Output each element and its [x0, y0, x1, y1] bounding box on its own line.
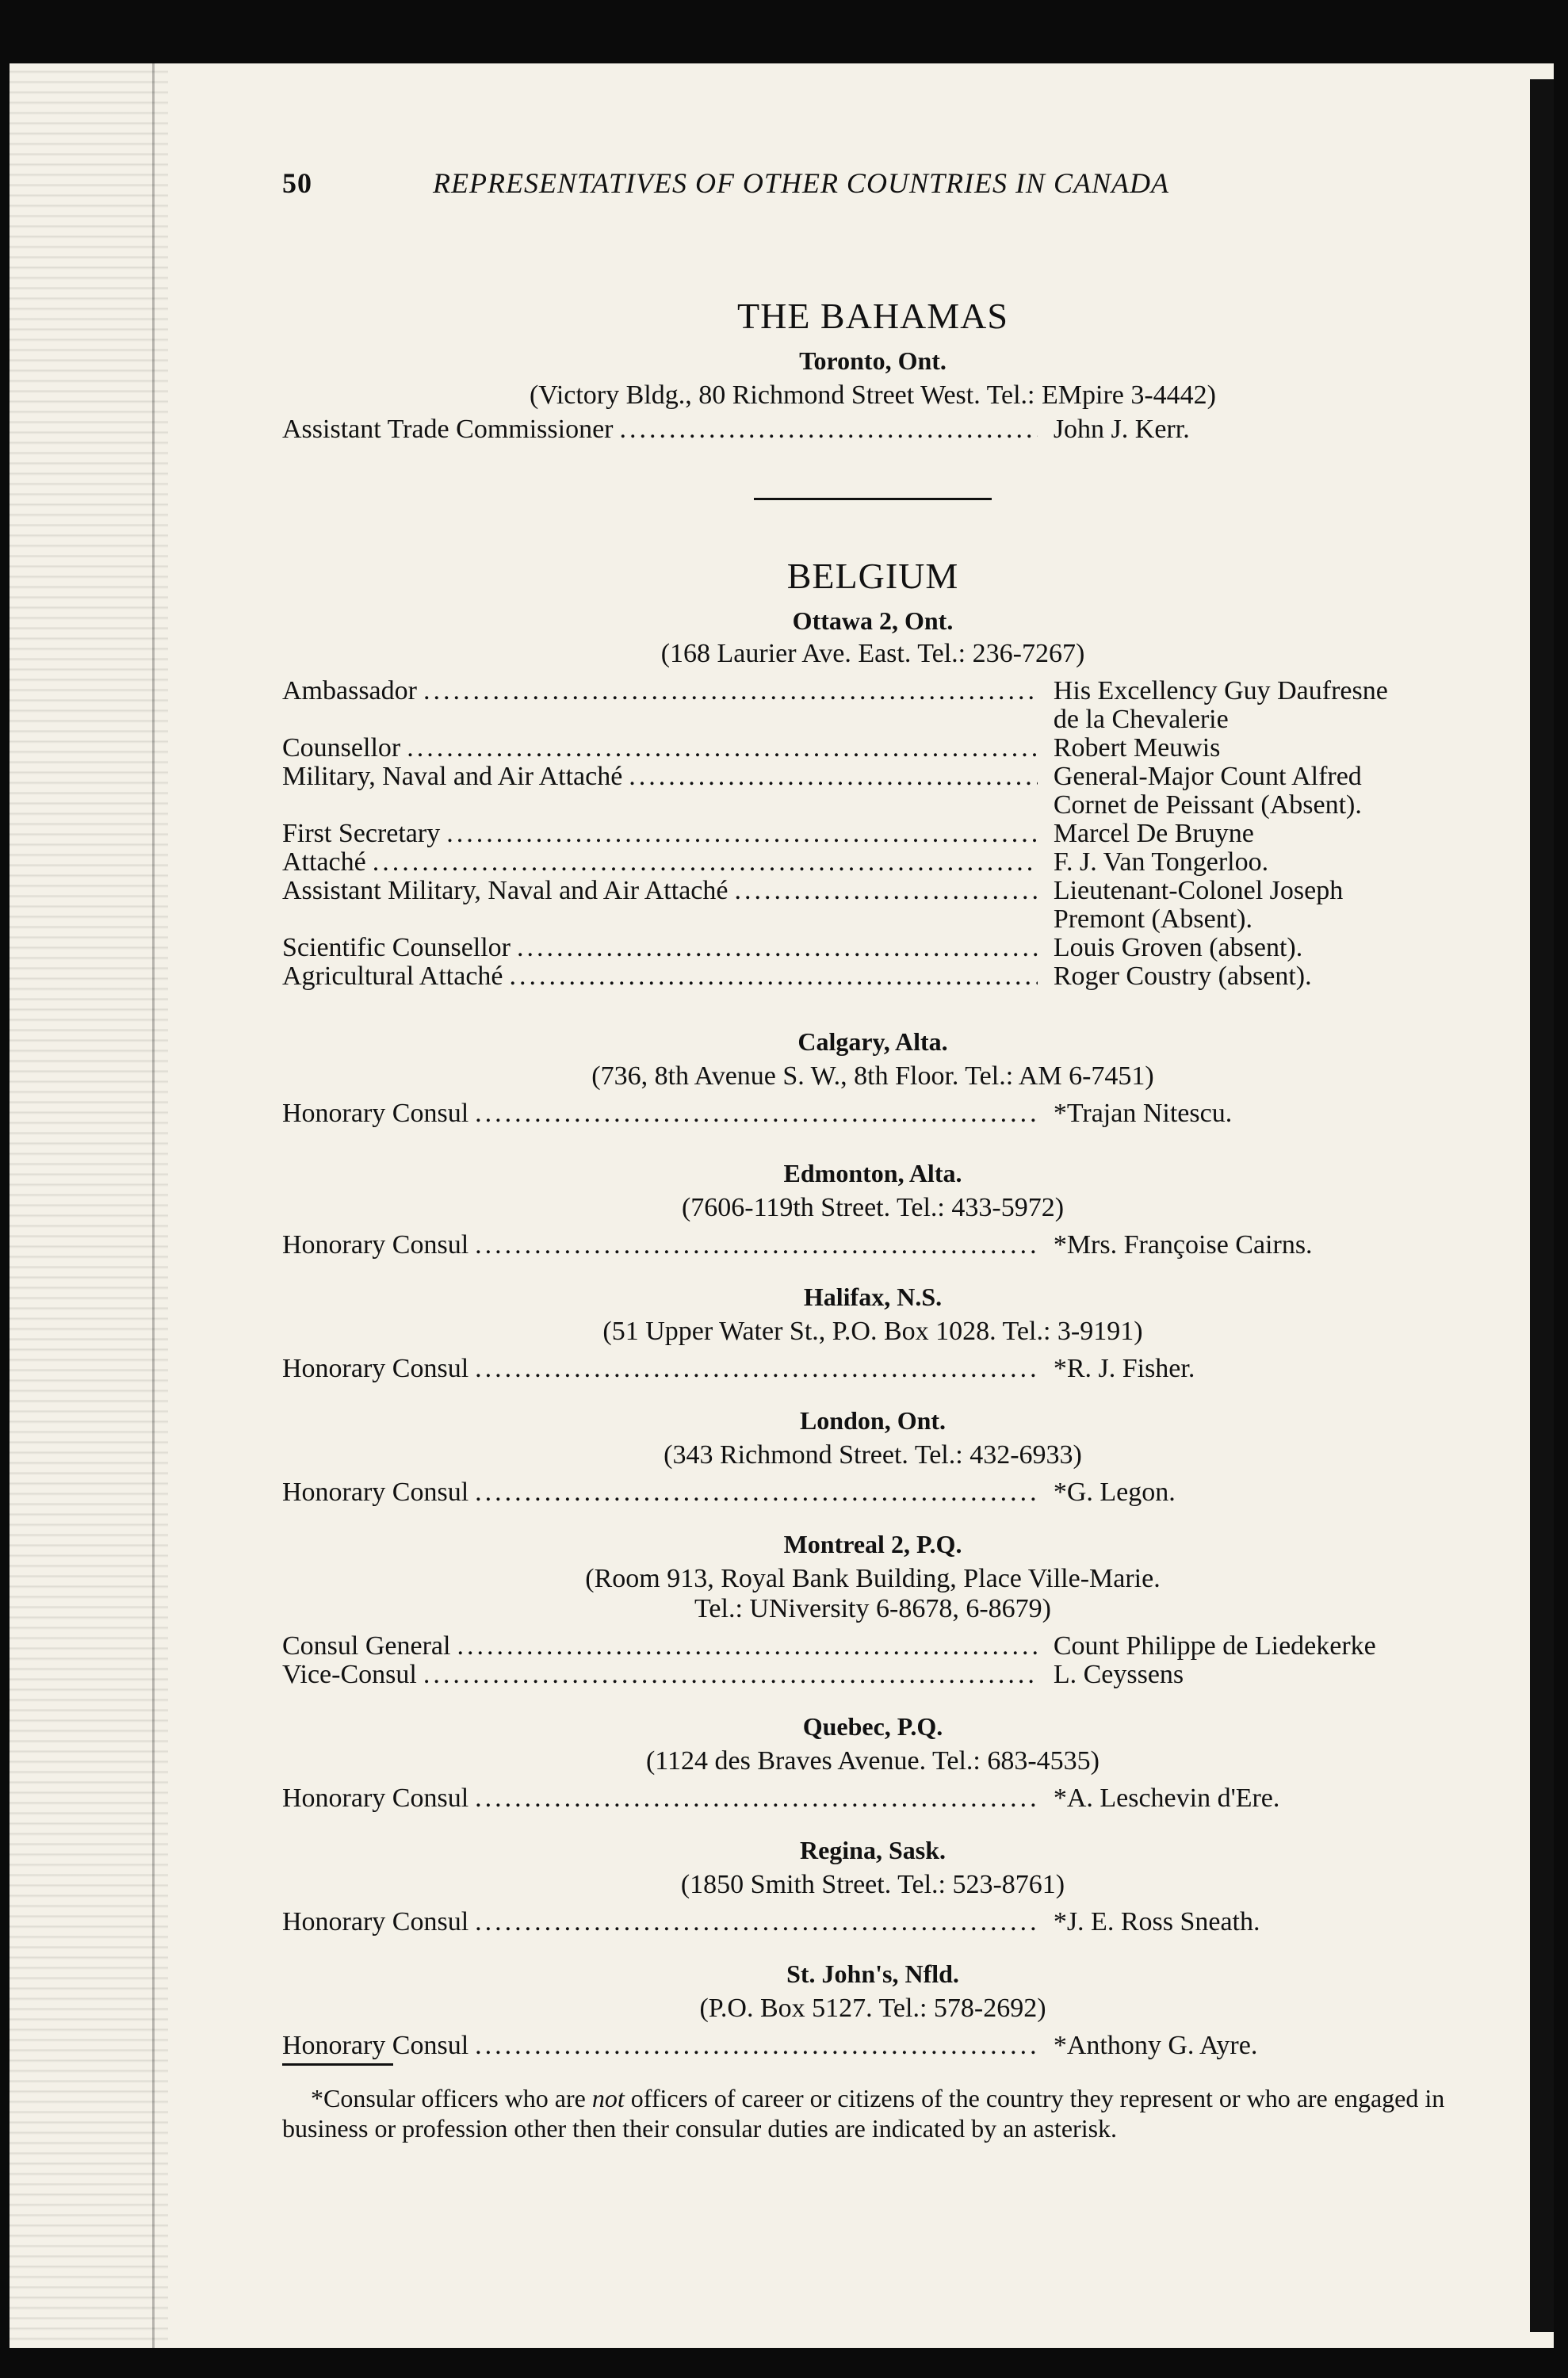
- entry-title: Honorary Consul: [282, 1231, 469, 1260]
- entry-row: [282, 1478, 1463, 1507]
- entry-title: Honorary Consul: [282, 1908, 469, 1936]
- entry-title: Consul General: [282, 1632, 451, 1661]
- entry-title: Honorary Consul: [282, 1355, 469, 1383]
- dot-leader: [517, 934, 1038, 962]
- footnote-rule: [282, 2063, 393, 2066]
- entry-title: Honorary Consul: [282, 1099, 469, 1128]
- consulate-quebec: [282, 1712, 1463, 1813]
- dot-leader: [619, 415, 1037, 444]
- dot-leader: [423, 1661, 1038, 1689]
- entry-name: Lieutenant-Colonel Joseph Premont (Absent).: [1053, 876, 1344, 934]
- page-shadow: [1530, 79, 1554, 2332]
- city-heading: Halifax, N.S.: [803, 1283, 943, 1311]
- entry-title: Honorary Consul: [282, 1784, 469, 1813]
- address-line: (1124 des Braves Avenue. Tel.: 683-4535): [645, 1746, 1100, 1776]
- dot-leader: [475, 1099, 1038, 1128]
- city-heading: Ottawa 2, Ont.: [792, 606, 954, 635]
- entry-name: *R. J. Fisher.: [1053, 1354, 1195, 1383]
- entry-title: First Secretary: [282, 820, 441, 848]
- entry-name: *A. Leschevin d'Ere.: [1053, 1784, 1280, 1813]
- address-line: (343 Richmond Street. Tel.: 432-6933): [664, 1440, 1082, 1470]
- address-line: (51 Upper Water St., P.O. Box 1028. Tel.: 3-9191): [602, 1317, 1143, 1346]
- address-line: (1850 Smith Street. Tel.: 523-8761): [680, 1870, 1065, 1899]
- entry-name: His Excellency Guy Daufresne de la Chevalerie: [1053, 676, 1388, 734]
- consulate-montreal: [282, 1530, 1463, 1689]
- bound-edge: [10, 63, 168, 2348]
- entry-name: John J. Kerr.: [1053, 415, 1190, 444]
- entry-name: *J. E. Ross Sneath.: [1053, 1907, 1260, 1936]
- entry-title: Counsellor: [282, 734, 401, 763]
- footnote: [282, 2083, 1463, 2143]
- country-heading: THE BAHAMAS: [737, 296, 1008, 336]
- dot-leader: [423, 677, 1038, 705]
- address-line: (Victory Bldg., 80 Richmond Street West. Tel.: EMpire 3-4442): [529, 380, 1217, 410]
- entry-name: *Anthony G. Ayre.: [1053, 2031, 1258, 2060]
- dot-leader: [475, 1478, 1038, 1507]
- address-line: (P.O. Box 5127. Tel.: 578-2692): [699, 1994, 1046, 2023]
- city-heading: Montreal 2, P.Q.: [783, 1530, 962, 1558]
- entry-row: [282, 2032, 1463, 2060]
- entry-title: Vice-Consul: [282, 1661, 417, 1689]
- entry-title: Honorary Consul: [282, 1478, 469, 1507]
- consulate-regina: [282, 1836, 1463, 1936]
- entry-name: Roger Coustry (absent).: [1053, 962, 1312, 991]
- dot-leader: [475, 2032, 1038, 2060]
- city-heading: Edmonton, Alta.: [783, 1159, 962, 1187]
- entry-row: [282, 934, 1463, 962]
- consulate-calgary: [282, 1027, 1463, 1128]
- address-line: (168 Laurier Ave. East. Tel.: 236-7267): [660, 639, 1085, 668]
- dot-leader: [475, 1231, 1038, 1260]
- city-heading: Regina, Sask.: [799, 1836, 947, 1864]
- dot-leader: [373, 848, 1038, 877]
- consulate-edmonton: [282, 1159, 1463, 1260]
- dot-leader: [510, 962, 1038, 991]
- country-heading: BELGIUM: [786, 556, 959, 596]
- entry-title: Agricultural Attaché: [282, 962, 503, 991]
- entry-row: [282, 763, 1463, 820]
- dot-leader: [475, 1355, 1038, 1383]
- entry-row: [282, 1355, 1463, 1383]
- running-head-title: REPRESENTATIVES OF OTHER COUNTRIES IN CANADA: [433, 167, 1169, 199]
- entry-row: [282, 1099, 1463, 1128]
- entry-name: Robert Meuwis: [1053, 733, 1221, 763]
- entry-row: [282, 677, 1463, 734]
- entry-name: L. Ceyssens: [1053, 1660, 1184, 1689]
- page-number: 50: [282, 167, 312, 199]
- section-belgium: [282, 555, 1463, 991]
- entry-row: [282, 1632, 1463, 1661]
- entry-row: [282, 734, 1463, 763]
- entry-row: [282, 877, 1463, 934]
- entry-title: Honorary Consul: [282, 2032, 469, 2060]
- address-line: (7606-119th Street. Tel.: 433-5972): [681, 1193, 1065, 1222]
- dot-leader: [475, 1784, 1038, 1813]
- city-heading: St. John's, Nfld.: [786, 1959, 959, 1988]
- entry-row: [282, 962, 1463, 991]
- dot-leader: [407, 734, 1038, 763]
- dot-leader: [475, 1908, 1038, 1936]
- consulate-st-johns: [282, 1959, 1463, 2066]
- entry-row: [282, 820, 1463, 848]
- entry-name: F. J. Van Tongerloo.: [1053, 847, 1269, 877]
- entry-title: Attaché: [282, 848, 366, 877]
- entry-title: Ambassador: [282, 677, 417, 705]
- dot-leader: [446, 820, 1038, 848]
- dot-leader: [629, 763, 1038, 791]
- entry-row: [282, 1784, 1463, 1813]
- entry-row: [282, 1231, 1463, 1260]
- entry-name: *Trajan Nitescu.: [1053, 1099, 1233, 1128]
- entry-row: [282, 415, 1463, 444]
- dot-leader: [457, 1632, 1037, 1661]
- entry-row: [282, 1661, 1463, 1689]
- city-heading: Calgary, Alta.: [797, 1027, 948, 1056]
- footnote-emphasis: not: [591, 2084, 625, 2112]
- entry-name: Count Philippe de Liedekerke: [1053, 1631, 1376, 1661]
- entry-title: Military, Naval and Air Attaché: [282, 763, 623, 791]
- address-line-2: Tel.: UNiversity 6-8678, 6-8679): [694, 1594, 1051, 1623]
- entry-name: Marcel De Bruyne: [1053, 819, 1254, 848]
- entry-row: [282, 848, 1463, 877]
- divider-rule: [754, 498, 992, 500]
- section-bahamas: [282, 295, 1463, 444]
- entry-name: Louis Groven (absent).: [1053, 933, 1303, 962]
- address-line: (736, 8th Avenue S. W., 8th Floor. Tel.: AM 6-7451): [591, 1061, 1154, 1091]
- consulate-london: [282, 1406, 1463, 1507]
- consulate-halifax: [282, 1283, 1463, 1383]
- city-heading: London, Ont.: [799, 1406, 947, 1435]
- address-line: (Room 913, Royal Bank Building, Place Ville-Marie.: [585, 1564, 1161, 1593]
- city-heading: Toronto, Ont.: [799, 346, 947, 375]
- footnote-marker: *: [311, 2084, 323, 2112]
- city-heading: Quebec, P.Q.: [802, 1712, 943, 1741]
- embassy-staff-list: [282, 677, 1463, 991]
- entry-name: *G. Legon.: [1053, 1478, 1176, 1507]
- entry-row: [282, 1908, 1463, 1936]
- entry-name: *Mrs. Françoise Cairns.: [1053, 1230, 1313, 1260]
- running-head: [282, 166, 1463, 214]
- entry-title: Scientific Counsellor: [282, 934, 511, 962]
- section-divider: [282, 498, 1463, 500]
- entry-title: Assistant Trade Commissioner: [282, 415, 614, 444]
- entry-name: General-Major Count Alfred Cornet de Peissant (Absent).: [1053, 762, 1362, 820]
- footnote-text-after: officers of career or citizens of the country they represent or who are engaged in business or profession other then their consular duties are indicated by an asterisk.: [282, 2084, 1445, 2143]
- entry-title: Assistant Military, Naval and Air Attaché: [282, 877, 729, 905]
- footnote-text-before: Consular officers who are: [323, 2084, 592, 2112]
- dot-leader: [734, 877, 1037, 905]
